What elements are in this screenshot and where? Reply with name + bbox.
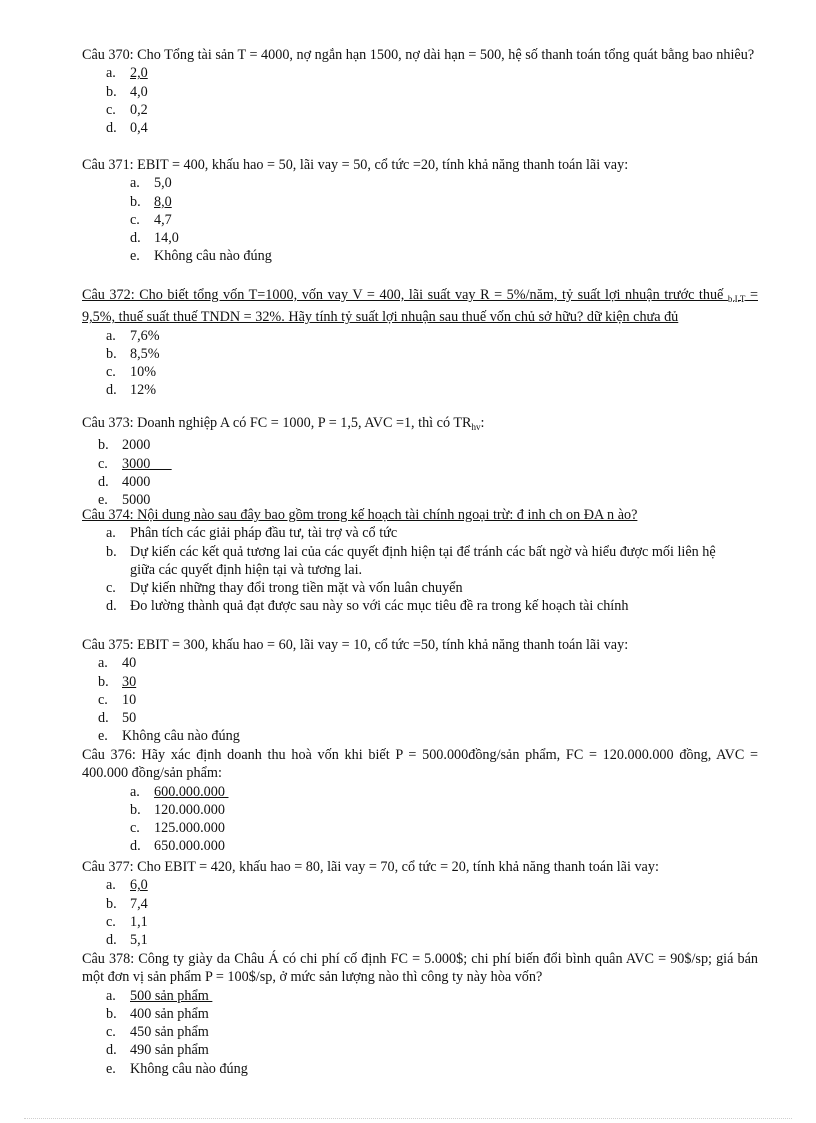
- question-text: Câu 377: Cho EBIT = 420, khấu hao = 80, lãi vay = 70, cổ tức = 20, tính khả năng thanh toán lãi vay:: [82, 859, 659, 875]
- option-c: c. 10%: [106, 364, 157, 381]
- option-c: c. 450 sản phẩm: [106, 1024, 209, 1041]
- question-372: [82, 286, 758, 400]
- option-b: b. 2000: [98, 437, 151, 454]
- option-c: c. 3000: [98, 455, 172, 472]
- option-list: [82, 174, 758, 265]
- option-e: e. 5000: [98, 492, 151, 509]
- option-a: a. 2,0: [106, 65, 148, 82]
- option-list: [82, 987, 758, 1078]
- option-d: d. 5,1: [106, 932, 148, 949]
- option-a: a. Phân tích các giải pháp đầu tư, tài trợ và cổ tức: [106, 525, 398, 542]
- correct-answer: 2,0: [130, 65, 148, 82]
- option-c: c. 0,2: [106, 101, 148, 118]
- option-b: b. 8,5%: [106, 345, 160, 362]
- option-b: b. 400 sản phẩm: [106, 1005, 209, 1022]
- option-d: d. 650.000.000: [130, 838, 225, 855]
- correct-answer: 3000: [122, 455, 172, 472]
- question-text: Câu 371: EBIT = 400, khấu hao = 50, lãi vay = 50, cổ tức =20, tính khả năng thanh toán lãi vay:: [82, 157, 629, 173]
- option-e: e. Không câu nào đúng: [106, 1060, 248, 1077]
- option-b: b. 120.000.000: [130, 801, 225, 818]
- option-d: d. Đo lường thành quả đạt được sau này so với các mục tiêu đề ra trong kế hoạch tài chính: [106, 598, 629, 615]
- option-list: [82, 783, 758, 856]
- page-bottom-divider: [24, 1118, 792, 1119]
- option-b: b. 8,0: [130, 193, 172, 210]
- question-text: Câu 372: Cho biết tổng vốn T=1000, vốn vay V = 400, lãi suất vay R = 5%/năm, tỷ suất lợi nhuận trước thuế $_{b.I.T}$ = 9,5%, thuế suất thuế TNDN = 32%. Hãy tính tỷ suất lợi nhuận sau thuế vốn chủ sở hữu? dữ kiện chưa đủ: [82, 287, 758, 326]
- option-e: e. Không câu nào đúng: [130, 248, 272, 265]
- option-c: c. 4,7: [130, 211, 172, 228]
- option-a: a. 40: [98, 655, 137, 672]
- option-b: b. 30: [98, 673, 137, 690]
- correct-answer: 500 sản phẩm: [130, 987, 213, 1004]
- question-text: Câu 375: EBIT = 300, khấu hao = 60, lãi vay = 10, cổ tức =50, tính khả năng thanh toán lãi vay:: [82, 637, 629, 653]
- question-text: Câu 376: Hãy xác định doanh thu hoà vốn khi biết P = 500.000đồng/sản phẩm, FC = 120.000.000 đồng, AVC = 400.000 đồng/sản phẩm:: [82, 747, 758, 782]
- question-373: [82, 414, 758, 509]
- option-c: c. 1,1: [106, 913, 148, 930]
- question-text: Câu 374: Nội dung nào sau đây bao gồm trong kế hoạch tài chính ngoại trừ: đ inh ch on ĐA n ào?: [82, 507, 638, 523]
- option-d: d. 0,4: [106, 120, 148, 137]
- option-d: d. 490 sản phẩm: [106, 1042, 209, 1059]
- question-text: Câu 378: Công ty giày da Châu Á có chi phí cố định FC = 5.000$; chi phí biến đổi bình quân AVC = 90$/sp; giá bán một đơn vị sản phẩm P = 100$/sp, ở mức sản lượng nào thì công ty này hòa vốn?: [82, 951, 758, 986]
- option-b: b. Dự kiến các kết quả tương lai của các quyết định hiện tại để tránh các bất ngờ và hiểu được mối liên hệ giữa các quyết định hiện tại và tương lai.: [106, 543, 716, 578]
- option-c: c. 125.000.000: [130, 820, 225, 837]
- option-list: [82, 876, 758, 949]
- question-377: [82, 858, 758, 949]
- option-list: [82, 436, 758, 509]
- question-374: [82, 506, 758, 616]
- question-376: [82, 746, 758, 856]
- option-a: a. 6,0: [106, 877, 148, 894]
- correct-answer: 30: [122, 673, 137, 690]
- option-a: a. 500 sản phẩm: [106, 987, 213, 1004]
- option-list: [82, 654, 758, 745]
- option-list: [82, 64, 758, 137]
- option-b: b. 7,4: [106, 895, 148, 912]
- correct-answer: 8,0: [154, 193, 172, 210]
- option-a: a. 7,6%: [106, 327, 160, 344]
- question-text: Câu 370: Cho Tổng tài sản T = 4000, nợ ngắn hạn 1500, nợ dài hạn = 500, hệ số thanh toán tổng quát bằng bao nhiêu?: [82, 47, 755, 63]
- question-378: [82, 950, 758, 1078]
- question-370: [82, 46, 758, 137]
- question-text: Câu 373: Doanh nghiệp A có FC = 1000, P = 1,5, AVC =1, thì có $TR_{hv}$:: [82, 415, 485, 432]
- option-d: d. 14,0: [130, 230, 179, 247]
- option-e: e. Không câu nào đúng: [98, 728, 240, 745]
- question-371: [82, 156, 758, 266]
- question-375: [82, 636, 758, 746]
- option-c: c. 10: [98, 691, 137, 708]
- option-d: d. 12%: [106, 382, 157, 399]
- option-list: [82, 327, 758, 400]
- option-c: c. Dự kiến những thay đổi trong tiền mặt và vốn luân chuyển: [106, 580, 463, 597]
- option-d: d. 50: [98, 710, 137, 727]
- option-d: d. 4000: [98, 473, 151, 490]
- option-a: a. 5,0: [130, 175, 172, 192]
- option-list: [82, 524, 758, 615]
- correct-answer: 600.000.000: [154, 783, 229, 800]
- option-b: b. 4,0: [106, 83, 148, 100]
- correct-answer: 6,0: [130, 877, 148, 894]
- option-a: a. 600.000.000: [130, 783, 229, 800]
